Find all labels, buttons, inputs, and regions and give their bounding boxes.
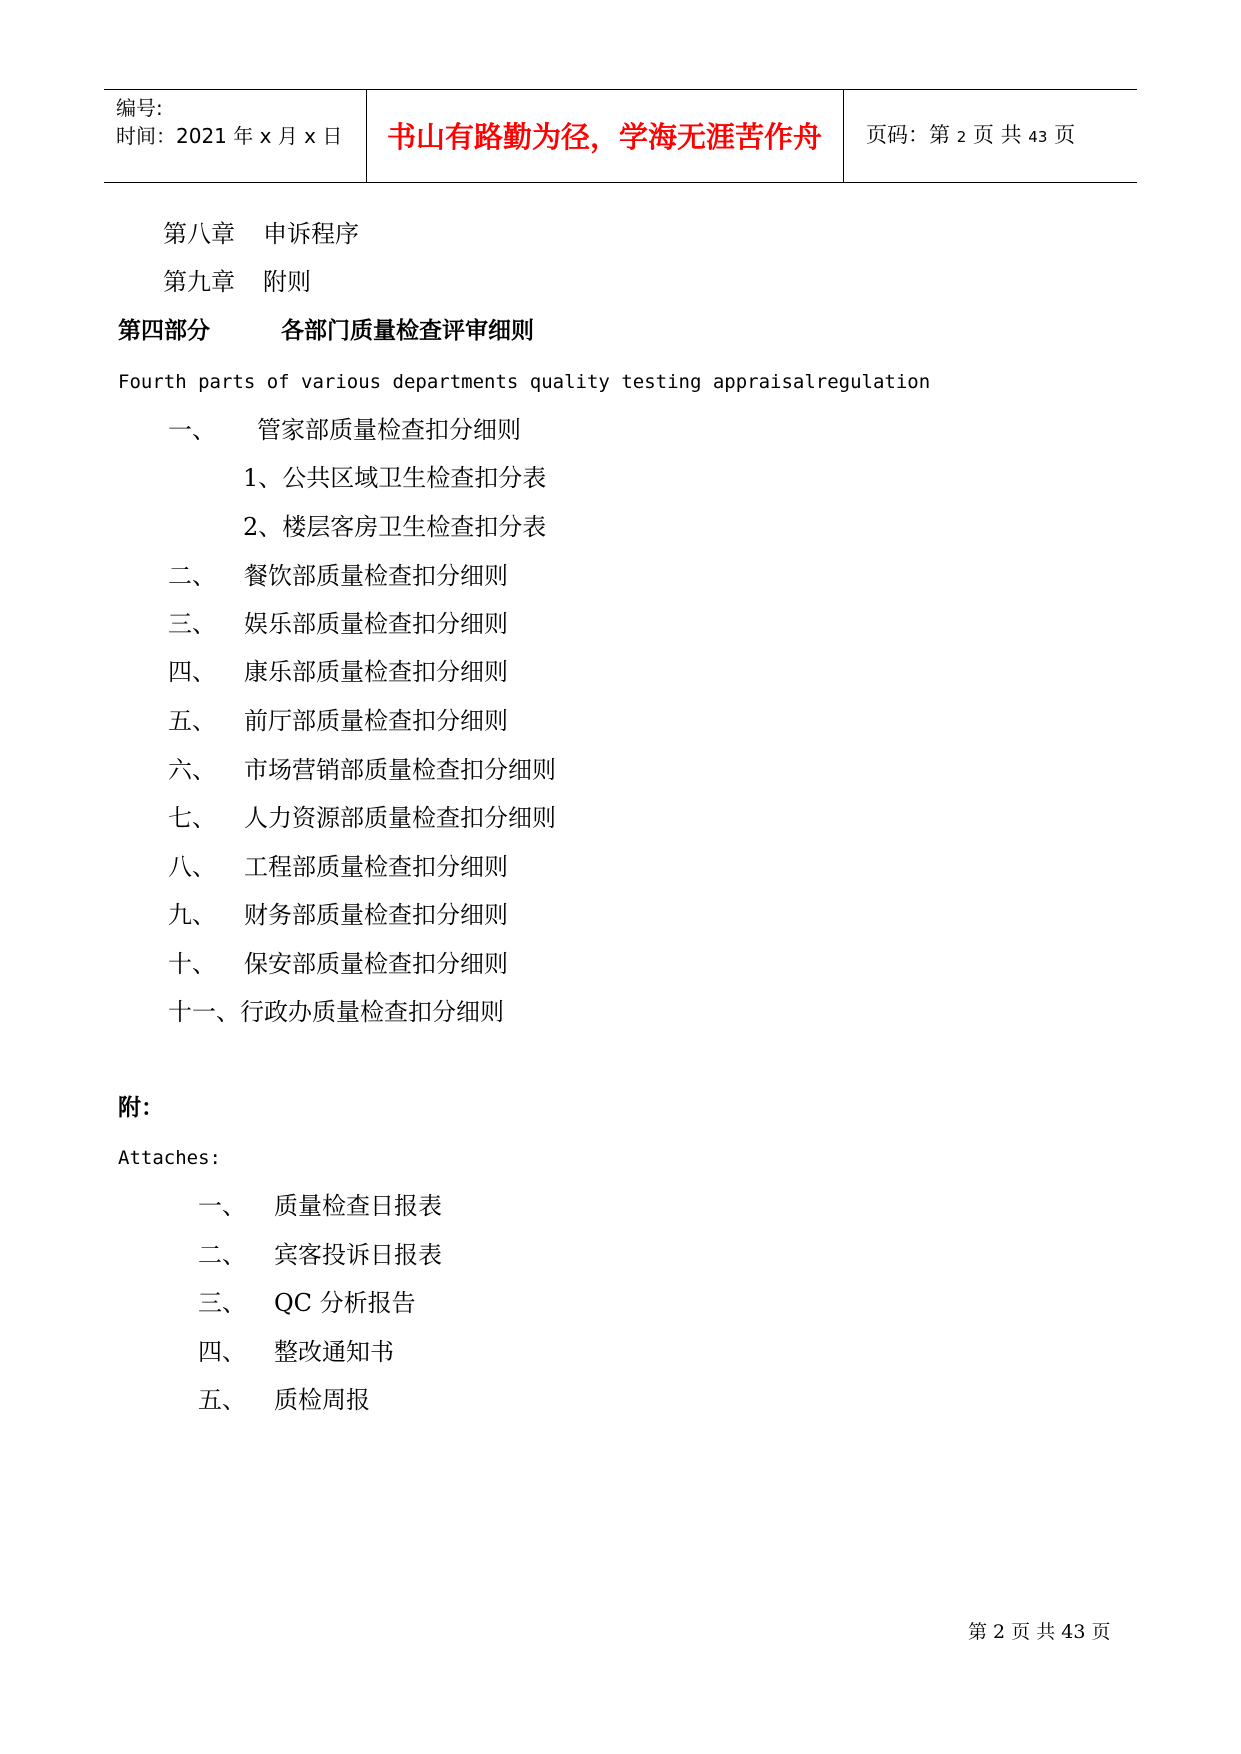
attach-item-number: 一、 [198,1192,246,1220]
toc-item [168,852,508,882]
toc-item-number: 八、 [168,853,216,881]
toc-item-title: 工程部质量检查扣分细则 [244,853,508,881]
toc-item-number: 二、 [168,562,216,590]
toc-item-number: 四、 [168,658,216,686]
toc-item [168,415,521,445]
document-number-label: 编号: [116,96,163,120]
attach-item-number: 四、 [198,1338,246,1366]
attach-item [198,1191,442,1221]
toc-item-title: 餐饮部质量检查扣分细则 [244,562,508,590]
attach-item-title: 质量检查日报表 [274,1192,442,1220]
attach-item-title: 质检周报 [274,1386,370,1414]
attach-item-number: 三、 [198,1289,246,1317]
toc-item [168,949,508,979]
toc-item-number: 三、 [168,610,216,638]
page-number: 2 [956,128,967,146]
toc-item [168,706,508,736]
toc-item-number: 六、 [168,756,216,784]
attach-item [198,1288,416,1318]
toc-item-title: 财务部质量检查扣分细则 [244,901,508,929]
toc-item-number: 七、 [168,804,216,832]
toc-item [168,900,508,930]
attach-item-title: QC 分析报告 [274,1289,416,1317]
part4-heading [118,316,534,346]
attach-item-title: 宾客投诉日报表 [274,1241,442,1269]
page-footer: 第 2 页 共 43 页 [968,1621,1111,1643]
part4-heading-number: 第四部分 [118,318,210,344]
toc-item-title: 管家部质量检查扣分细则 [257,416,521,444]
toc-item-number: 一、 [168,416,216,444]
toc-item-title: 保安部质量检查扣分细则 [244,950,508,978]
toc-item-title: 市场营销部质量检查扣分细则 [244,756,556,784]
toc-item [168,755,556,785]
toc-item: 十一、行政办质量检查扣分细则 [168,998,504,1026]
page-mid: 页 共 [972,123,1022,147]
attach-item [198,1385,370,1415]
page-header [104,89,1137,183]
chapter-number: 第九章 [163,268,235,296]
attach-item [198,1240,442,1270]
toc-item-title: 康乐部质量检查扣分细则 [244,658,508,686]
toc-item [168,803,556,833]
toc-subitem: 1、公共区域卫生检查扣分表 [243,464,547,492]
chapter-number: 第八章 [163,220,235,248]
toc-item [168,609,508,639]
chapter-title: 附则 [263,268,311,296]
attach-english-title: Attaches: [118,1147,221,1169]
attach-item-number: 五、 [198,1386,246,1414]
header-divider [843,90,844,182]
chapter-title: 申诉程序 [263,220,359,248]
toc-item-number: 九、 [168,901,216,929]
part4-english-title: Fourth parts of various departments quality testing appraisalregulation [118,371,931,393]
page-prefix: 页码：第 [866,123,950,147]
toc-subitem: 2、楼层客房卫生检查扣分表 [243,513,547,541]
toc-item-title: 娱乐部质量检查扣分细则 [244,610,508,638]
attach-item-title: 整改通知书 [274,1338,394,1366]
attach-heading: 附： [118,1095,164,1121]
chapter-line [163,267,311,297]
page-suffix: 页 [1054,123,1076,147]
toc-item-number: 十、 [168,950,216,978]
toc-item [168,657,508,687]
attach-item [198,1337,394,1367]
header-motto: 书山有路勤为径，学海无涯苦作舟 [386,120,822,154]
toc-item-number: 五、 [168,707,216,735]
header-left-cell [116,94,342,150]
toc-item [168,561,508,591]
part4-heading-title: 各部门质量检查评审细则 [281,318,534,344]
toc-item-title: 前厅部质量检查扣分细则 [244,707,508,735]
toc-item-title: 人力资源部质量检查扣分细则 [244,804,556,832]
page-total: 43 [1028,128,1048,146]
attach-item-number: 二、 [198,1241,246,1269]
document-time: 时间：2021 年 x 月 x 日 [116,124,343,148]
chapter-line [163,219,359,249]
header-page-info [866,120,1075,152]
